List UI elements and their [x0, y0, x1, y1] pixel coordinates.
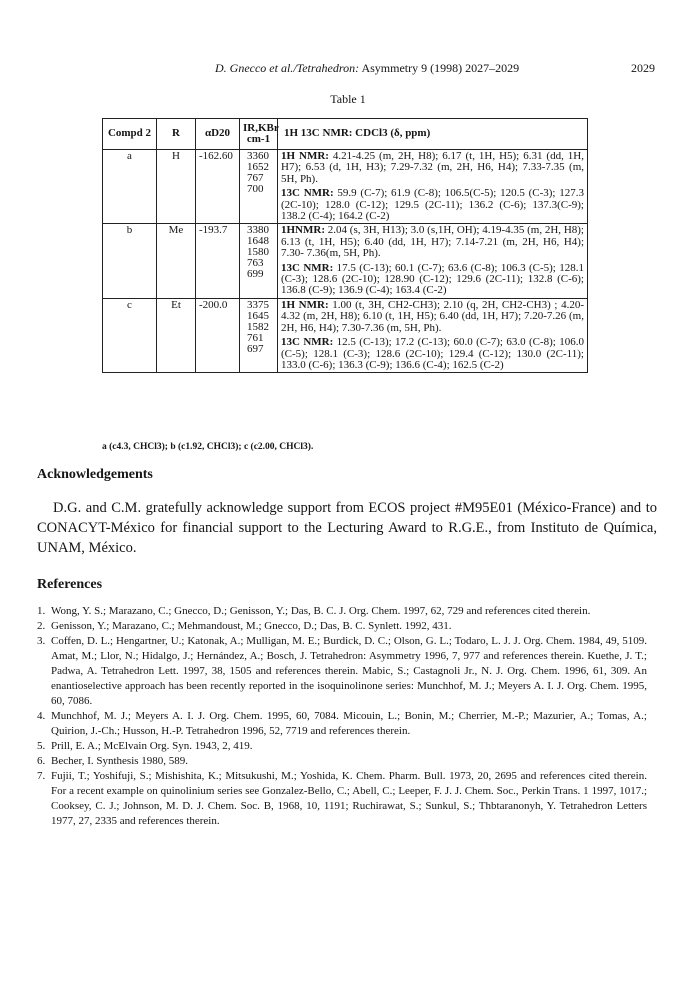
ir-cell: [240, 298, 278, 372]
ir-value: 761: [247, 331, 264, 344]
header-alpha: αD20: [196, 119, 240, 150]
reference-text: Becher, I. Synthesis 1980, 589.: [51, 755, 189, 767]
c-nmr-data: [281, 188, 584, 222]
references-list: [37, 604, 647, 829]
citation-journal: /Tetrahedron:: [293, 61, 360, 75]
reference-number: 1.: [37, 605, 46, 617]
c-nmr-values: 12.5 (C-13); 17.2 (C-13); 60.0 (C-7); 63.0 (C-8); 106.0 (C-5); 128.1 (C-3); 128.6 (2C-10); 129.4 (C-12); 130.0 (2C-11); 133.0 (C-6); 136.3 (C-9); 136.6 (C-4); 162.5 (C-2): [281, 336, 584, 371]
h-nmr-values: 4.21-4.25 (m, 2H, H8); 6.17 (t, 1H, H5); 6.31 (dd, 1H, H7); 6.53 (d, 1H, H3); 7.29-7.32 (m, 2H, H6, H4); 7.33-7.35 (m, 5H, Ph).: [281, 150, 584, 185]
reference-item: [37, 754, 647, 769]
ir-value: 763: [247, 257, 264, 270]
reference-item: [37, 769, 647, 829]
header-r: R: [157, 119, 196, 150]
reference-text: Genisson, Y.; Marazano, C.; Mehmandoust, M.; Gnecco, D.; Das, B. C. Synlett. 1992, 431.: [51, 620, 452, 632]
c-nmr-label: 13C NMR:: [281, 261, 334, 274]
table-row: [103, 150, 588, 224]
reference-text: Prill, E. A.; McElvain Org. Syn. 1943, 2, 419.: [51, 740, 253, 752]
nmr-cell: [278, 150, 588, 224]
h-nmr-values: 1.00 (t, 3H, CH2-CH3); 2.10 (q, 2H, CH2-CH3) ; 4.20-4.32 (m, 2H, H8); 6.10 (t, 1H, H5); 6.40 (dd, 1H, H7); 7.20-7.26 (m, 2H, H6, H4); 7.30-7.36 (m, 5H, Ph).: [281, 298, 584, 334]
compd-cell: a: [103, 150, 157, 224]
h-nmr-label: 1H NMR:: [281, 150, 329, 162]
reference-number: 3.: [37, 635, 46, 647]
reference-number: 2.: [37, 620, 46, 632]
ir-value: 767: [247, 172, 264, 184]
h-nmr-data: [281, 300, 584, 334]
c-nmr-data: [281, 337, 584, 371]
ir-value: 1652: [247, 161, 269, 173]
reference-text: Fujii, T.; Yoshifuji, S.; Mishishita, K.; Mitsukushi, M.; Yoshida, K. Chem. Pharm. Bull. 1973, 20, 2695 and references cited therein. For a recent example on quinolinium series see Gonzalez-Bello, C.; Abell, C.; Leeper, F. J. J. Chem. Soc., Perkin Trans. 1 1997, 1017.; Cooksey, C. J.; Johnson, M. D. J. Chem. Soc. B, 1968, 10, 1191; Ruchirawat, S.; Sunkul, S.; Thbtaranonyh, Y. Tetrahedron Letters 1977, 27, 2335 and references therein.: [51, 770, 647, 827]
header-compd: Compd 2: [103, 119, 157, 150]
alpha-cell: -162.60: [196, 150, 240, 224]
h-nmr-data: [281, 151, 584, 185]
ir-value: 3360: [247, 150, 269, 162]
reference-item: [37, 709, 647, 739]
ir-value: 1580: [247, 246, 269, 259]
reference-number: 6.: [37, 755, 46, 767]
ir-cell: [240, 224, 278, 298]
acknowledgements-heading: Acknowledgements: [37, 467, 153, 482]
table-row: [103, 224, 588, 298]
table-footnote: a (c4.3, CHCl3); b (c1.92, CHCl3); c (c2.00, CHCl3).: [102, 442, 314, 452]
h-nmr-label: 1HNMR:: [281, 224, 325, 237]
reference-text: Munchhof, M. J.; Meyers A. I. J. Org. Chem. 1995, 60, 7084. Micouin, L.; Bonin, M.; Cherrier, M.-P.; Mazurier, A.; Tomas, A.; Quirion, J.-Ch.; Husson, H.-P. Tetrahedron 1996, 52, 7719 and references therein.: [51, 710, 647, 737]
ir-cell: [240, 150, 278, 224]
reference-text: Coffen, D. L.; Hengartner, U.; Katonak, A.; Mulligan, M. E.; Burdick, D. C.; Olson, G. L.; Todaro, L. J. J. Org. Chem. 1984, 49, 5109. Amat, M.; Llor, N.; Hidalgo, J.; Hernández, A.; Bosch, J. Tetrahedron: Asymmetry 1996, 7, 977 and references therein. Kuethe, J. T.; Padwa, A. Tetrahedron Lett. 1997, 38, 1505 and references therein. Mabic, S.; Castagnoli Jr., N. J. Org. Chem. 1996, 61, 309. An enantioselective approach has been recently reported in the isoquinolinone series: Munchhof, M. J.; Meyers A. I. J. Org. Chem. 1995, 60, 7086.: [51, 635, 647, 707]
table-header-row: [103, 119, 588, 150]
reference-item: [37, 634, 647, 709]
compd-cell: b: [103, 224, 157, 298]
nmr-cell: [278, 224, 588, 298]
table-caption: Table 1: [330, 92, 366, 106]
reference-item: [37, 619, 647, 634]
c-nmr-values: 59.9 (C-7); 61.9 (C-8); 106.5(C-5); 120.5 (C-3); 127.3 (2C-10); 128.0 (C-12); 129.5 (2C-11); 136.2 (C-6); 137.3(C-9); 138.2 (C-4); 164.2 (C-2): [281, 187, 584, 223]
ir-value: 3375: [247, 298, 269, 311]
references-heading: References: [37, 577, 103, 592]
r-cell: H: [157, 150, 196, 224]
ir-value: 1582: [247, 320, 269, 333]
reference-item: [37, 739, 647, 754]
reference-number: 4.: [37, 710, 46, 722]
h-nmr-label: 1H NMR:: [281, 298, 329, 311]
table-row: [103, 298, 588, 372]
nmr-cell: [278, 298, 588, 372]
r-cell: Et: [157, 298, 196, 372]
ir-value: 700: [247, 183, 264, 195]
reference-number: 5.: [37, 740, 46, 752]
header-nmr: 1H 13C NMR: CDCl3 (δ, ppm): [278, 119, 588, 150]
citation-volume: Asymmetry 9 (1998) 2027–2029: [359, 61, 520, 75]
nmr-data-table: [102, 118, 588, 373]
acknowledgements-text: D.G. and C.M. gratefully acknowledge support from ECOS project #M95E01 (México-France) and to CONACYT-México for financial support to the Lecturing Award to R.G.E., from Instituto de Química, UNAM, México.: [37, 500, 657, 556]
c-nmr-values: 17.5 (C-13); 60.1 (C-7); 63.6 (C-8); 106.3 (C-5); 128.1 (C-3); 128.6 (2C-10); 128.90 (C-12); 129.6 (2C-11); 132.8 (C-6); 136.8 (C-9); 136.9 (C-4); 163.4 (C-2): [281, 261, 584, 297]
c-nmr-label: 13C NMR:: [281, 336, 334, 349]
citation-authors: D. Gnecco et al.: [215, 61, 294, 75]
compd-cell: c: [103, 298, 157, 372]
ir-value: 697: [247, 342, 264, 355]
reference-text: Wong, Y. S.; Marazano, C.; Gnecco, D.; Genisson, Y.; Das, B. C. J. Org. Chem. 1997, 62, 729 and references cited therein.: [51, 605, 591, 617]
ir-value: 3380: [247, 224, 269, 237]
c-nmr-label: 13C NMR:: [281, 187, 334, 200]
ir-value: 1645: [247, 309, 269, 322]
page-number: 2029: [631, 61, 655, 75]
reference-item: [37, 604, 647, 619]
alpha-cell: -200.0: [196, 298, 240, 372]
ir-value: 699: [247, 268, 264, 281]
c-nmr-data: [281, 263, 584, 297]
reference-number: 7.: [37, 770, 46, 782]
alpha-cell: -193.7: [196, 224, 240, 298]
h-nmr-data: [281, 225, 584, 259]
citation-line: [215, 61, 519, 76]
header-ir: IR,KBr cm-1: [240, 119, 278, 150]
h-nmr-values: 2.04 (s, 3H, H13); 3.0 (s,1H, OH); 4.19-4.35 (m, 2H, H8); 6.13 (t, 1H, H5); 6.40 (dd, 1H, H7); 7.14-7.21 (m, 2H, H6, H4); 7.30- 7.36(m, 5H, Ph).: [281, 224, 584, 260]
ir-value: 1648: [247, 235, 269, 248]
r-cell: Me: [157, 224, 196, 298]
